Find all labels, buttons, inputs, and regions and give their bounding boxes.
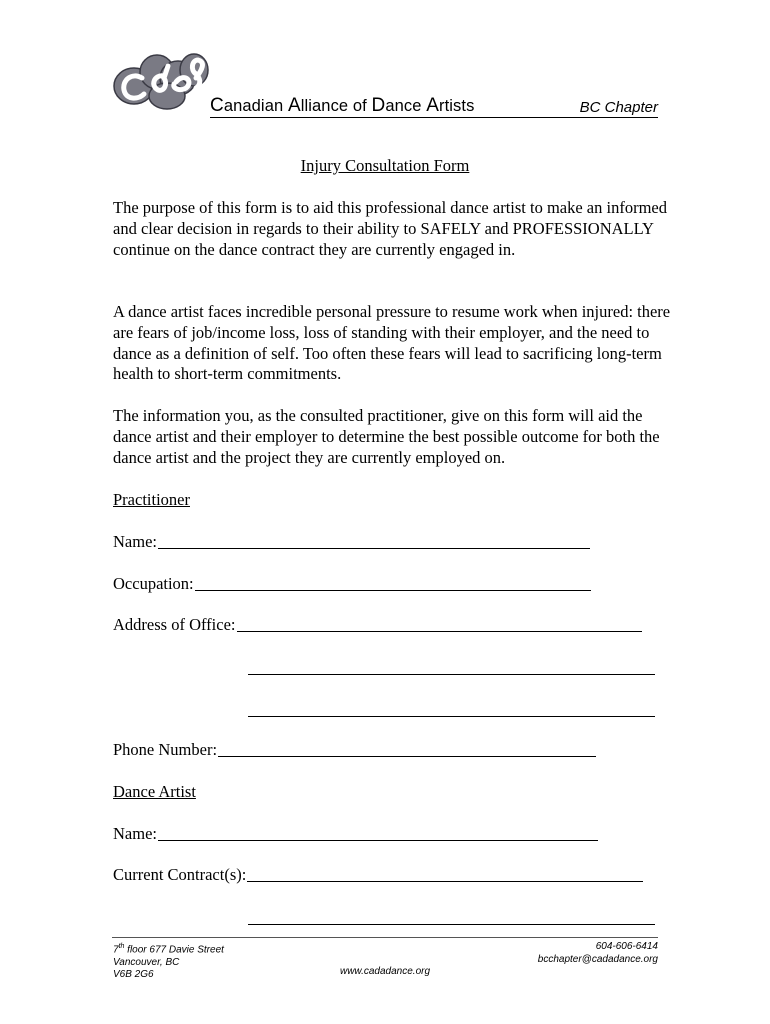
practitioner-occupation-field[interactable] — [113, 574, 591, 594]
address-line-2[interactable] — [248, 674, 655, 675]
intro-paragraph-purpose: The purpose of this form is to aid this professional dance artist to make an informed and clear decision in regards to their ability to SAFELY and PROFESSIONALLY continue on the dance contract they are currently engaged in. — [113, 198, 667, 259]
current-contracts-field[interactable] — [113, 865, 643, 885]
fill-line[interactable] — [247, 867, 643, 882]
dance-artist-heading: Dance Artist — [113, 782, 196, 801]
org-name-initial: C — [210, 95, 224, 116]
floor-suffix: th — [118, 943, 125, 950]
fill-line[interactable] — [218, 742, 596, 757]
floor-number: 7 — [113, 944, 119, 956]
org-name-word: ance — [385, 97, 427, 115]
address-line-3[interactable] — [248, 716, 655, 717]
practitioner-phone-field[interactable] — [113, 740, 596, 760]
footer-phone: 604-606-6414 — [595, 941, 658, 952]
footer-contact — [538, 941, 658, 966]
field-label: Name: — [113, 824, 157, 843]
footer-address-line-2: Vancouver, BC — [113, 956, 180, 968]
field-label: Occupation: — [113, 574, 194, 593]
practitioner-address-field[interactable] — [113, 615, 642, 635]
form-title: Injury Consultation Form — [300, 156, 470, 175]
org-name-initial: A — [287, 95, 301, 116]
dance-artist-name-field[interactable] — [113, 824, 598, 844]
fill-line[interactable] — [158, 534, 590, 549]
practitioner-name-field[interactable] — [113, 532, 590, 552]
field-label: Name: — [113, 532, 157, 551]
cada-logo — [112, 44, 212, 112]
intro-paragraph-information: The information you, as the consulted practitioner, give on this form will aid the dance artist and their employer to determine the best possible outcome for both the dance artist and the project they are currently employed on. — [113, 406, 660, 467]
field-label: Current Contract(s): — [113, 865, 247, 884]
footer-email[interactable]: bcchapter@cadadance.org — [537, 953, 658, 965]
street: floor 677 Davie Street — [124, 944, 224, 956]
fill-line[interactable] — [158, 826, 598, 841]
org-name-word: rtists — [439, 97, 475, 115]
org-name — [210, 95, 474, 117]
org-name-initial: D — [371, 95, 386, 116]
header-divider — [210, 117, 658, 118]
footer-address-line-1 — [113, 941, 224, 957]
footer-divider — [112, 937, 658, 938]
fill-line[interactable] — [195, 576, 591, 591]
practitioner-heading: Practitioner — [113, 490, 190, 509]
org-name-word: lliance of — [300, 97, 372, 115]
field-label: Address of Office: — [113, 615, 236, 634]
org-name-initial: A — [426, 95, 440, 116]
fill-line[interactable] — [237, 617, 642, 632]
intro-paragraph-pressure: A dance artist faces incredible personal pressure to resume work when injured: there are fears of job/income loss, loss of standing with their employer, and the need to dance as a definition of self. Too often these fears will lead to sacrificing long-term health to short-term commitments. — [113, 302, 671, 384]
field-label: Phone Number: — [113, 740, 218, 759]
footer-website[interactable]: www.cadadance.org — [339, 966, 431, 977]
chapter-label: BC Chapter — [579, 99, 658, 116]
org-name-word: anadian — [223, 97, 288, 115]
footer-address-line-3: V6B 2G6 — [113, 969, 154, 981]
contracts-line-2[interactable] — [248, 924, 655, 925]
